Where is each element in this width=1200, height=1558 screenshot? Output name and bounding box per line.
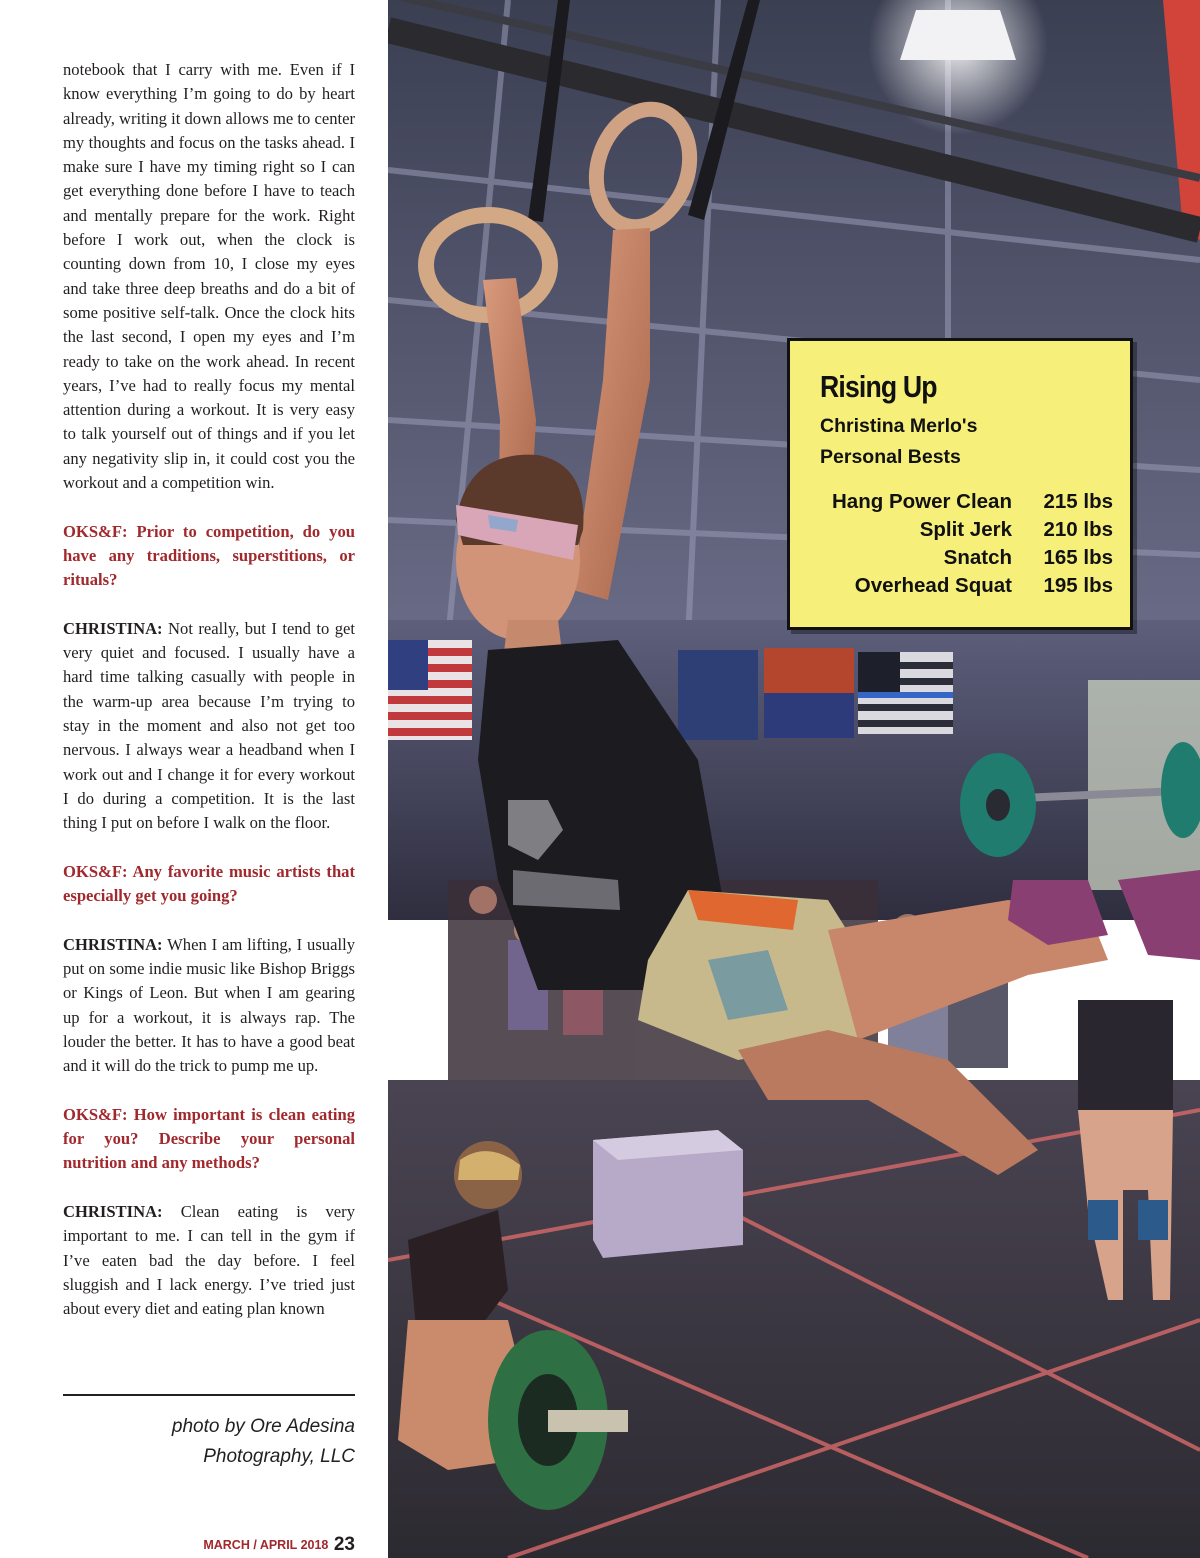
sidebar-title: Rising Up <box>820 369 937 404</box>
personal-bests-sidebar <box>787 338 1133 630</box>
answer-text: When I am lifting, I usually put on some indie music like Bishop Briggs or Kings of Leon. But when I am gearing up for a workout, it is always rap. The louder the better. It has to have a good beat and it will do the trick to pump me up. <box>63 934 355 1076</box>
interview-question: OKS&F: Any favorite music artists that especially get you going? <box>63 861 355 906</box>
page-footer <box>150 1536 355 1554</box>
interview-question: OKS&F: Prior to competition, do you have any traditions, superstitions, or rituals? <box>63 521 355 590</box>
answer-text: Not really, but I tend to get very quiet and focused. I usually have a hard time talking casually with people in the warm-up area because I’m trying to stay in the moment and also not get too nervous. I always wear a headband when I work out and I change it for every workout I do during a competition. It is the last thing I put on before I walk on the floor. <box>63 618 355 833</box>
lift-name: Hang Power Clean <box>832 490 1012 513</box>
lift-value: 195 lbs <box>1043 574 1113 597</box>
table-row <box>790 488 1113 516</box>
photo-credit <box>55 1412 355 1472</box>
answer-text: Clean eating is very important to me. I can tell in the gym if I’ve eaten bad the day before. I feel sluggish and I lack energy. I’ve tried just about every diet and eating plan known <box>63 1201 355 1319</box>
photo-credit-line: photo by Ore Adesina <box>171 1416 355 1437</box>
lift-name: Snatch <box>943 546 1012 569</box>
table-row <box>790 544 1113 572</box>
article-paragraph: notebook that I carry with me. Even if I know everything I’m going to do by heart already, writing it down allows me to center my thoughts and focus on the tasks ahead. I make sure I have my timing right so I can get everything done before I have to teach and mentally prepare for the work. Right before I work out, when the clock is counting down from 10, I close my eyes and take three deep breaths and do a bit of some positive self-talk. Once the clock hits the last second, I open my eyes and I’m ready to take on the work ahead. In recent years, I’ve had to really focus my mental attention during a workout. It is very easy to talk yourself out of things and if you let any negativity slip in, it could cost you the workout and a competition win. <box>63 60 355 493</box>
column-divider-rule <box>63 1394 355 1396</box>
sidebar-subtitle-line: Christina Merlo's <box>820 415 978 437</box>
table-row <box>790 572 1113 600</box>
table-row <box>790 516 1113 544</box>
speaker-label: CHRISTINA: <box>63 618 163 638</box>
issue-date: MARCH / APRIL 2018 <box>203 1538 329 1552</box>
speaker-label: CHRISTINA: <box>63 934 163 954</box>
lift-name: Split Jerk <box>919 518 1012 541</box>
photo-illustration <box>388 0 1200 1558</box>
lift-value: 215 lbs <box>1043 490 1113 513</box>
interview-question: OKS&F: How important is clean eating for you? Describe your personal nutrition and any methods? <box>63 1104 355 1173</box>
interview-answer <box>63 933 355 1079</box>
sidebar-subtitle <box>820 411 1060 473</box>
lift-name: Overhead Squat <box>854 574 1012 597</box>
page-number: 23 <box>333 1534 355 1555</box>
sidebar-subtitle-line: Personal Bests <box>820 446 961 468</box>
lift-value: 165 lbs <box>1043 546 1113 569</box>
photo-credit-line: Photography, LLC <box>203 1446 355 1467</box>
lift-value: 210 lbs <box>1043 518 1113 541</box>
interview-answer <box>63 1200 355 1321</box>
speaker-label: CHRISTINA: <box>63 1201 163 1221</box>
interview-answer <box>63 617 355 836</box>
personal-bests-table <box>790 488 1113 600</box>
gymnast-rings-photo <box>388 0 1200 1558</box>
article-column <box>63 58 355 1346</box>
